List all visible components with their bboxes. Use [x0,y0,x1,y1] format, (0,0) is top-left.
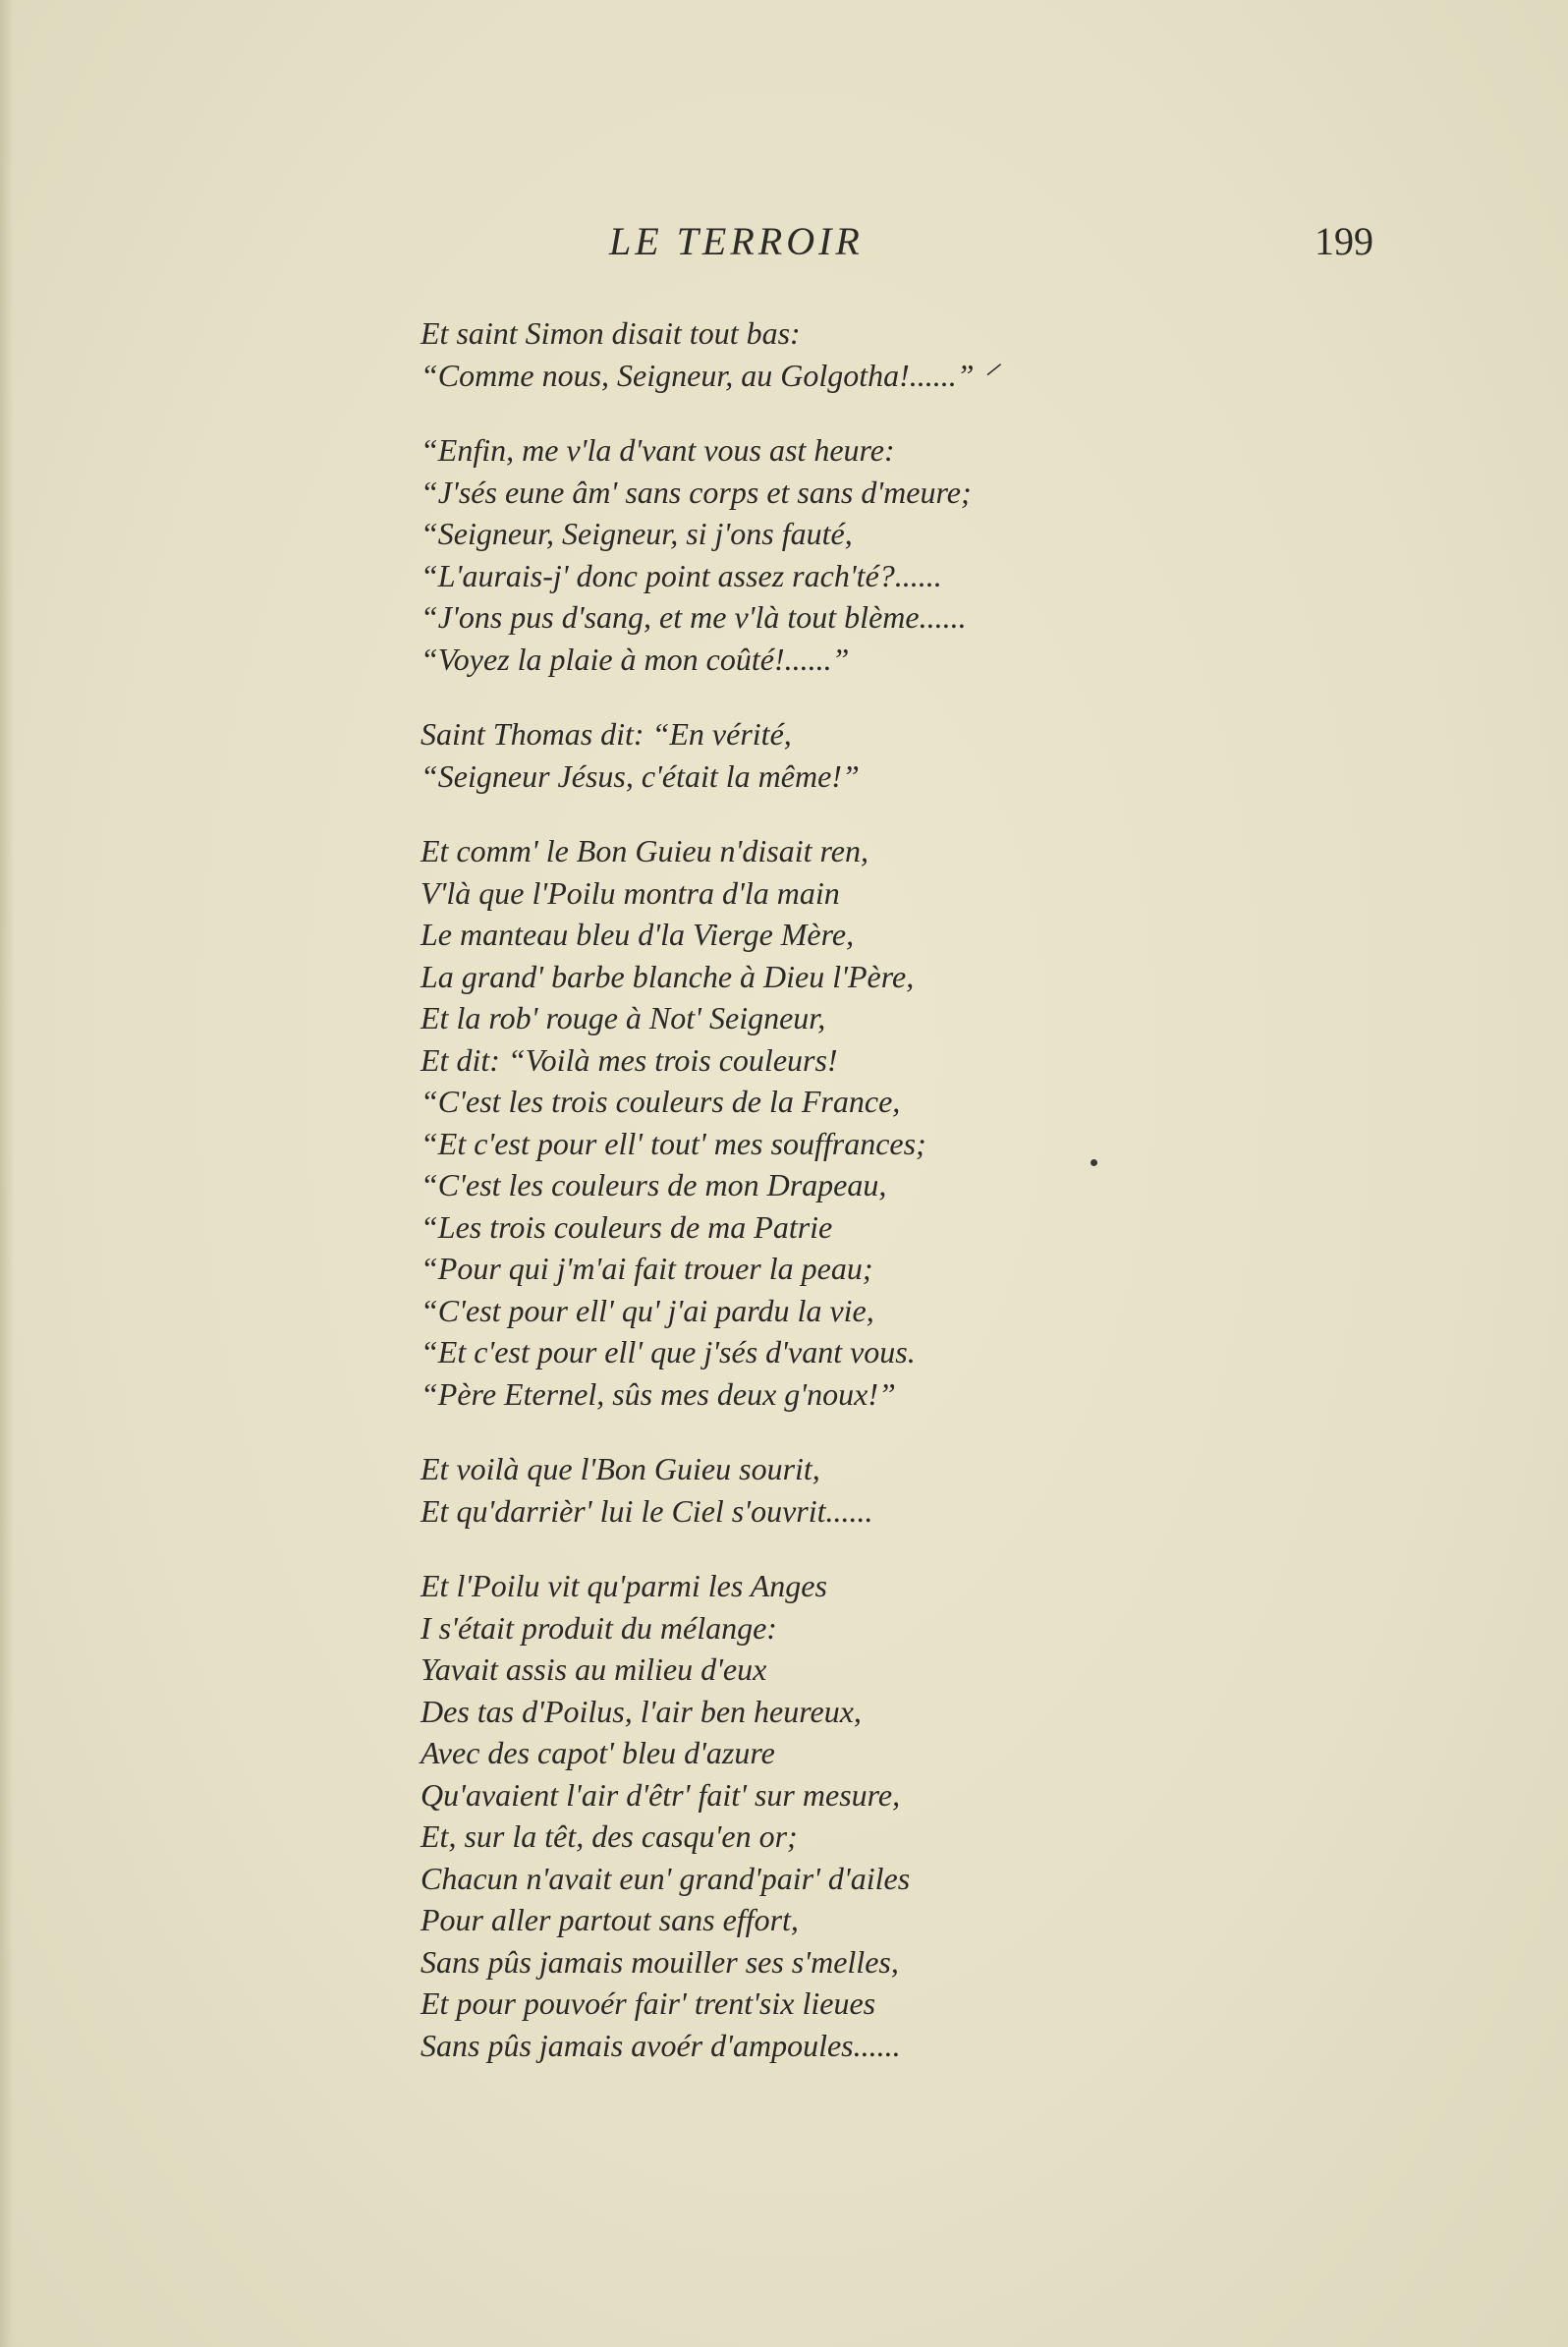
verse-line: Saint Thomas dit: “En vérité, [420,716,792,752]
verse-line: “C'est les trois couleurs de la France, [420,1084,901,1119]
verse-line: “Pour qui j'm'ai fait trouer la peau; [420,1251,873,1286]
verse-line: Avec des capot' bleu d'azure [420,1735,775,1770]
page-number: 199 [1315,219,1373,263]
verse-line: “Voyez la plaie à mon coûté!......” [420,641,850,677]
verse-line: Pour aller partout sans effort, [420,1902,799,1937]
page-edge-shadow [0,0,14,2347]
stanza [420,830,1403,1415]
verse-line: “C'est les couleurs de mon Drapeau, [420,1167,887,1202]
verse-line: V'là que l'Poilu montra d'la main [420,874,840,911]
verse-line: Qu'avaient l'air d'êtr' fait' sur mesure, [420,1776,901,1813]
stanza [420,1565,1403,2066]
verse-line: “Et c'est pour ell' tout' mes souffrances; [420,1125,926,1161]
verse-line: Yavait assis au milieu d'eux [420,1651,767,1687]
stanza [420,1448,1403,1532]
verse-line: “Seigneur, Seigneur, si j'ons fauté, [420,516,853,551]
verse-line: Et dit: “Voilà mes trois couleurs! [420,1041,838,1078]
ink-speck [1091,1159,1097,1166]
poem-text [420,312,1403,2066]
verse-line: Sans pûs jamais mouiller ses s'melles, [420,1943,899,1980]
verse-line: Sans pûs jamais avoér d'ampoules...... [420,2027,901,2063]
verse-line: “Seigneur Jésus, c'était la même!” [420,757,860,794]
verse-line: Et comm' le Bon Guieu n'disait ren, [420,833,868,868]
verse-line: “Et c'est pour ell' que j'sés d'vant vous. [420,1334,916,1369]
stanza [420,429,1403,680]
verse-line: Et la rob' rouge à Not' Seigneur, [420,1000,826,1035]
stanza [420,713,1403,797]
verse-line: Chacun n'avait eun' grand'pair' d'ailes [420,1860,911,1896]
stanza [420,312,1403,396]
verse-line: “Les trois couleurs de ma Patrie [420,1208,833,1245]
verse-line: Et pour pouvoér fair' trent'six lieues [420,1985,876,2021]
verse-line: “L'aurais-j' donc point assez rach'té?...... [420,557,942,593]
verse-line: “J'ons pus d'sang, et me v'là tout blème...... [420,599,967,635]
verse-line: Et qu'darrièr' lui le Ciel s'ouvrit...... [420,1492,873,1529]
verse-line: Et l'Poilu vit qu'parmi les Anges [420,1568,827,1603]
verse-line: Le manteau bleu d'la Vierge Mère, [420,917,855,952]
verse-line: I s'était produit du mélange: [420,1609,777,1646]
verse-line: “Enfin, me v'la d'vant vous ast heure: [420,432,895,468]
verse-line: Et, sur la têt, des casqu'en or; [420,1818,798,1854]
verse-line: “Père Eternel, sûs mes deux g'noux!” [420,1375,896,1412]
verse-line: Des tas d'Poilus, l'air ben heureux, [420,1693,862,1729]
verse-line: “C'est pour ell' qu' j'ai pardu la vie, [420,1292,874,1328]
verse-line: “J'sés eune âm' sans corps et sans d'meure; [420,474,972,510]
verse-line: “Comme nous, Seigneur, au Golgotha!......” ⸍ [420,357,998,393]
verse-line: Et voilà que l'Bon Guieu sourit, [420,1451,820,1486]
running-title: LE TERROIR [609,219,864,263]
verse-line: La grand' barbe blanche à Dieu l'Père, [420,958,915,994]
verse-line: Et saint Simon disait tout bas: [420,315,801,351]
